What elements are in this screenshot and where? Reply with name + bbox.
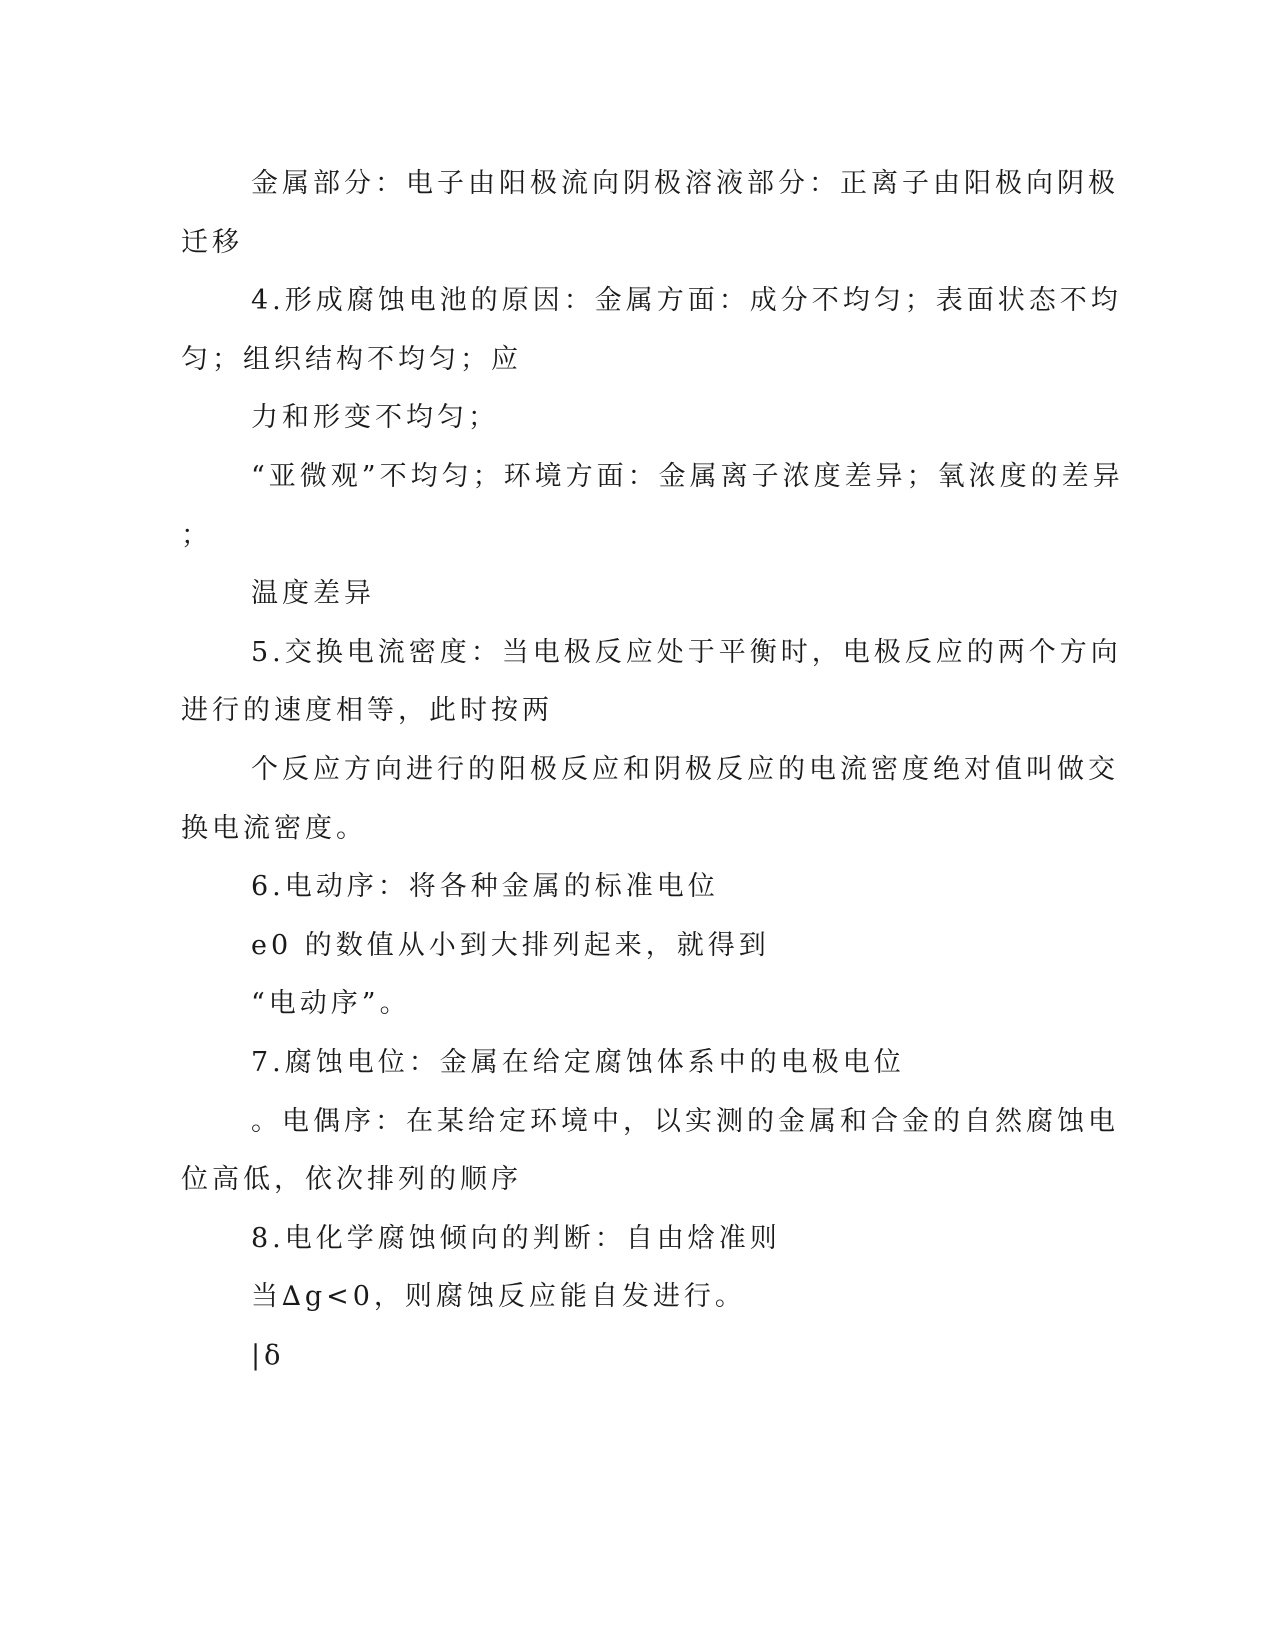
text-line: 匀；组织结构不均匀；应 <box>181 343 522 375</box>
text-line: ； <box>181 519 212 551</box>
text-line: |δ <box>251 1339 285 1371</box>
text-line: 个反应方向进行的阳极反应和阴极反应的电流密度绝对值叫做交 <box>251 753 1119 785</box>
text-line: 当∆g<0，则腐蚀反应能自发进行。 <box>251 1281 746 1313</box>
text-line: 力和形变不均匀； <box>251 402 499 434</box>
text-line: 位高低，依次排列的顺序 <box>181 1164 522 1196</box>
text-line: 换电流密度。 <box>181 812 367 844</box>
text-line: 4.形成腐蚀电池的原因：金属方面：成分不均匀；表面状态不均 <box>251 285 1122 317</box>
text-line: 7.腐蚀电位：金属在给定腐蚀体系中的电极电位 <box>251 1046 905 1078</box>
text-line: 迁移 <box>181 226 243 258</box>
text-line: “亚微观”不均匀；环境方面：金属离子浓度差异；氧浓度的差异 <box>251 460 1124 492</box>
text-line: 8.电化学腐蚀倾向的判断：自由焓准则 <box>251 1222 781 1254</box>
text-line: e0 的数值从小到大排列起来，就得到 <box>251 929 770 961</box>
text-line: 温度差异 <box>251 578 375 610</box>
text-line: “电动序”。 <box>251 988 411 1020</box>
text-line: 金属部分：电子由阳极流向阴极溶液部分：正离子由阳极向阴极 <box>251 168 1119 199</box>
text-line: 进行的速度相等，此时按两 <box>181 695 553 727</box>
text-line: 。电偶序：在某给定环境中，以实测的金属和合金的自然腐蚀电 <box>251 1105 1119 1137</box>
text-line: 6.电动序：将各种金属的标准电位 <box>251 871 719 903</box>
text-line: 5.交换电流密度：当电极反应处于平衡时，电极反应的两个方向 <box>251 636 1122 668</box>
document-body <box>181 155 1124 1385</box>
